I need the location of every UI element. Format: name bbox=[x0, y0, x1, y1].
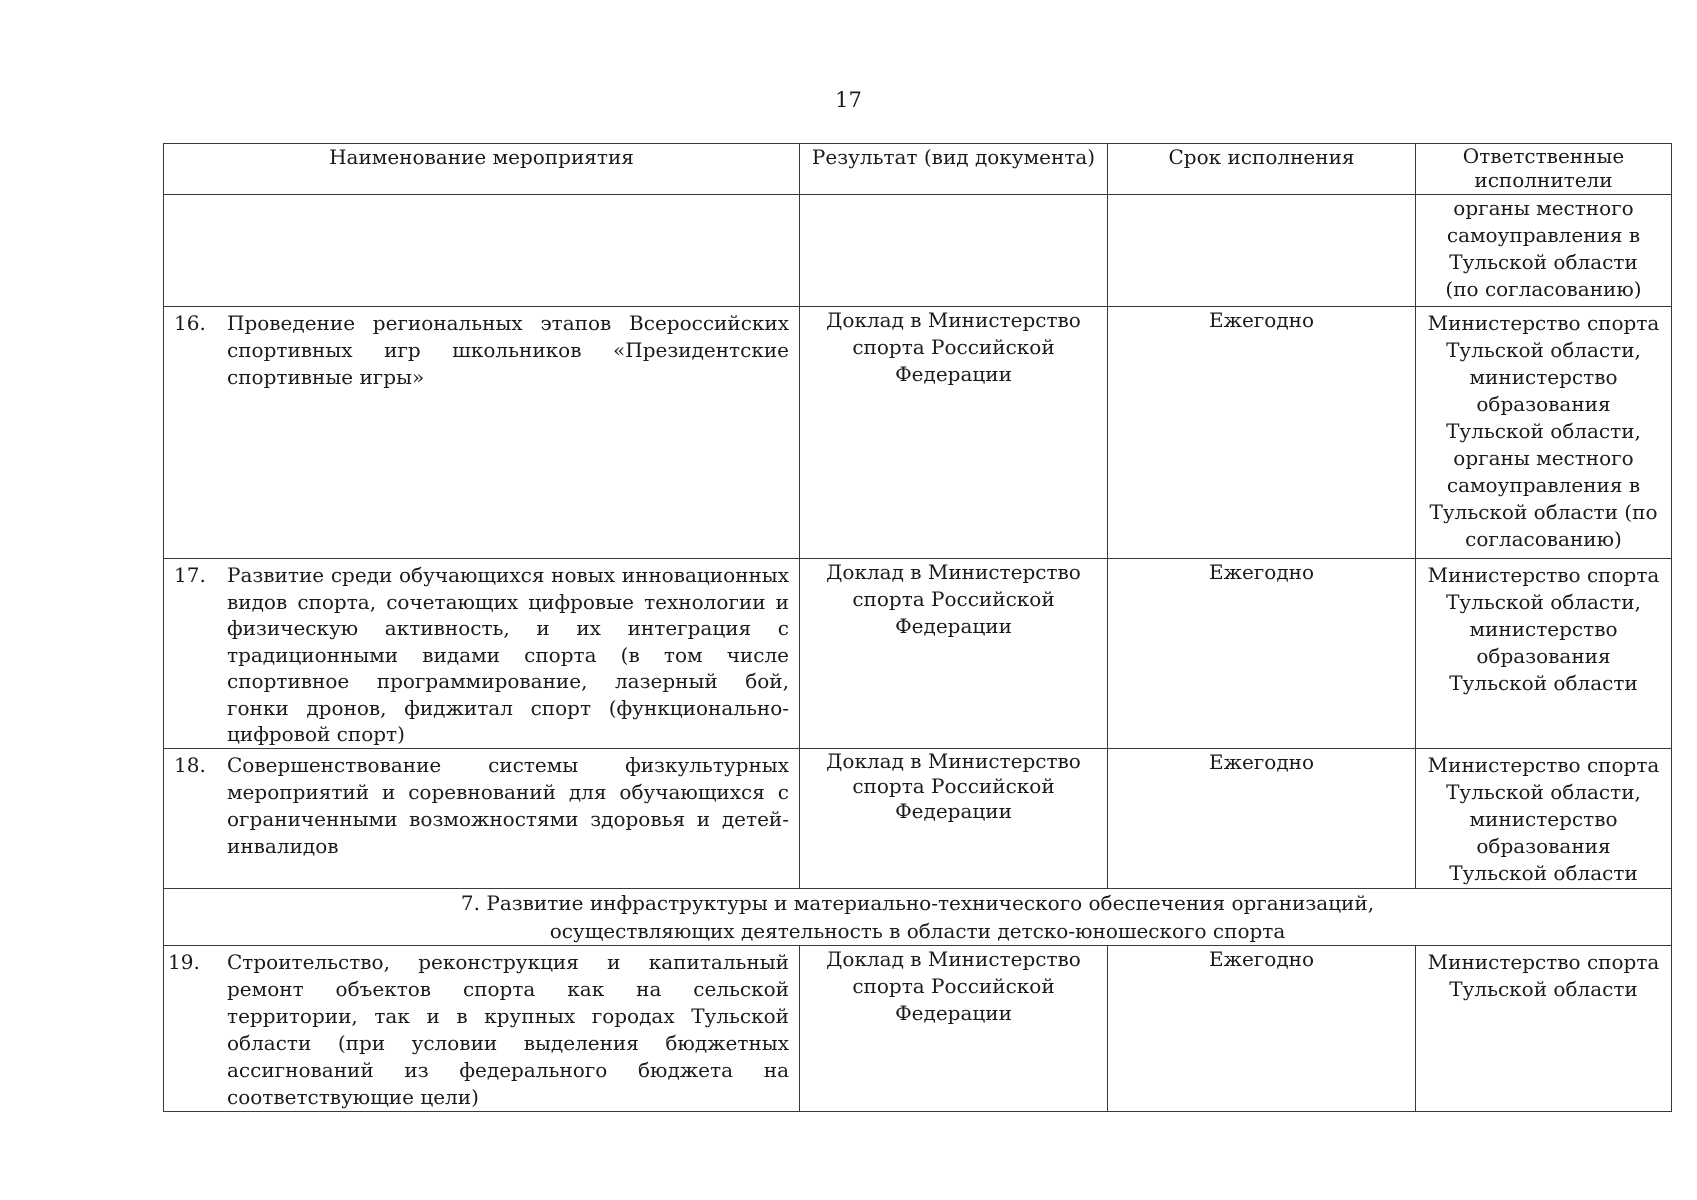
header-responsible bbox=[1416, 144, 1672, 195]
row-description: Строительство, реконструкция и капитальный ремонт объектов спорта как на сельской территории, так и в крупных городах Тульской области (при условии выделения бюджетных ассигнований из федерального бюджета на соответствующие цели) bbox=[227, 949, 789, 1109]
cell-result bbox=[800, 945, 1108, 1111]
cell-result bbox=[800, 748, 1108, 888]
cell-name bbox=[164, 559, 800, 749]
result-line: Доклад в Министерство bbox=[826, 308, 1081, 332]
cell-responsible bbox=[1416, 748, 1672, 888]
row-description: Совершенствование системы физкультурных мероприятий и соревнований для обучающихся с ограниченными возможностями здоровья и детей-инвалидов bbox=[227, 752, 789, 858]
responsible-line: Министерство спорта bbox=[1427, 311, 1660, 335]
table-row bbox=[164, 307, 1672, 559]
responsible-line: Тульской области bbox=[1449, 671, 1638, 695]
responsible-line: органы местного bbox=[1453, 446, 1634, 470]
row-number: 17. bbox=[174, 563, 206, 587]
row-description: Проведение региональных этапов Всероссийских спортивных игр школьников «Президентские спортивные игры» bbox=[227, 311, 789, 389]
table-row bbox=[164, 748, 1672, 888]
table-row bbox=[164, 945, 1672, 1111]
cell-deadline: Ежегодно bbox=[1108, 559, 1416, 749]
responsible-line: образования bbox=[1476, 392, 1611, 416]
responsible-line: образования bbox=[1476, 833, 1611, 858]
responsible-line: Тульской области, bbox=[1446, 779, 1641, 804]
responsible-line: Министерство спорта bbox=[1427, 563, 1660, 587]
result-line: Федерации bbox=[895, 1000, 1012, 1025]
responsible-line: Тульской области bbox=[1449, 860, 1638, 885]
row-number: 19. bbox=[168, 949, 200, 974]
cell-name bbox=[164, 748, 800, 888]
responsible-line: Тульской области, bbox=[1446, 419, 1641, 443]
responsible-line: министерство bbox=[1469, 617, 1618, 641]
table-row-continuation bbox=[164, 195, 1672, 307]
table-header-row bbox=[164, 144, 1672, 195]
plan-table bbox=[163, 143, 1672, 1112]
responsible-line: Тульской области, bbox=[1446, 338, 1641, 362]
header-result: Результат (вид документа) bbox=[800, 144, 1108, 195]
section-heading-line: 7. Развитие инфраструктуры и материально-технического обеспечения организаций, bbox=[460, 890, 1375, 915]
responsible-line: Тульской области bbox=[1449, 976, 1638, 1001]
responsible-line: самоуправления в bbox=[1446, 223, 1641, 247]
cell-result bbox=[800, 559, 1108, 749]
responsible-line: органы местного bbox=[1453, 196, 1634, 220]
responsible-line: Тульской области (по bbox=[1429, 500, 1658, 524]
result-line: Федерации bbox=[895, 614, 1012, 638]
section-heading bbox=[164, 888, 1672, 945]
row-number: 16. bbox=[174, 311, 206, 335]
result-line: Федерации bbox=[895, 798, 1012, 823]
section-heading-line: осуществляющих деятельность в области детско-юношеского спорта bbox=[549, 918, 1286, 943]
cell-responsible bbox=[1416, 559, 1672, 749]
responsible-line: согласованию) bbox=[1465, 527, 1622, 551]
result-line: спорта Российской bbox=[852, 587, 1055, 611]
responsible-line: министерство bbox=[1469, 806, 1618, 831]
responsible-line: образования bbox=[1476, 644, 1611, 668]
cell-name bbox=[164, 945, 800, 1111]
page-number: 17 bbox=[835, 88, 862, 112]
row-number: 18. bbox=[174, 752, 206, 777]
cell-deadline bbox=[1108, 195, 1416, 307]
header-responsible-line: исполнители bbox=[1474, 168, 1613, 192]
result-line: спорта Российской bbox=[852, 335, 1055, 359]
responsible-line: Министерство спорта bbox=[1427, 949, 1660, 974]
responsible-line: (по согласованию) bbox=[1445, 277, 1642, 301]
responsible-line: Министерство спорта bbox=[1427, 752, 1660, 777]
header-deadline: Срок исполнения bbox=[1108, 144, 1416, 195]
result-line: Федерации bbox=[895, 362, 1012, 386]
responsible-line: министерство bbox=[1469, 365, 1618, 389]
result-line: спорта Российской bbox=[852, 973, 1055, 998]
responsible-line: самоуправления в bbox=[1446, 473, 1641, 497]
result-line: Доклад в Министерство bbox=[826, 560, 1081, 584]
result-line: Доклад в Министерство bbox=[826, 748, 1081, 773]
row-description: Развитие среди обучающихся новых инновационных видов спорта, сочетающих цифровые технологии и физическую активность, и их интеграция с традиционными видами спорта (в том числе спортивное программирование, лазерный бой, гонки дронов, фиджитал спорт (функционально-цифровой спорт) bbox=[227, 563, 789, 746]
cell-result bbox=[800, 307, 1108, 559]
cell-responsible bbox=[1416, 307, 1672, 559]
cell-name bbox=[164, 195, 800, 307]
header-responsible-line: Ответственные bbox=[1462, 144, 1625, 168]
responsible-line: Тульской области, bbox=[1446, 590, 1641, 614]
result-line: Доклад в Министерство bbox=[826, 946, 1081, 971]
responsible-line: Тульской области bbox=[1449, 250, 1638, 274]
cell-deadline: Ежегодно bbox=[1108, 748, 1416, 888]
cell-result bbox=[800, 195, 1108, 307]
header-name: Наименование мероприятия bbox=[164, 144, 800, 195]
cell-name bbox=[164, 307, 800, 559]
cell-responsible bbox=[1416, 195, 1672, 307]
table-row bbox=[164, 559, 1672, 749]
cell-deadline: Ежегодно bbox=[1108, 307, 1416, 559]
section-row bbox=[164, 888, 1672, 945]
cell-responsible bbox=[1416, 945, 1672, 1111]
cell-deadline: Ежегодно bbox=[1108, 945, 1416, 1111]
result-line: спорта Российской bbox=[852, 773, 1055, 798]
